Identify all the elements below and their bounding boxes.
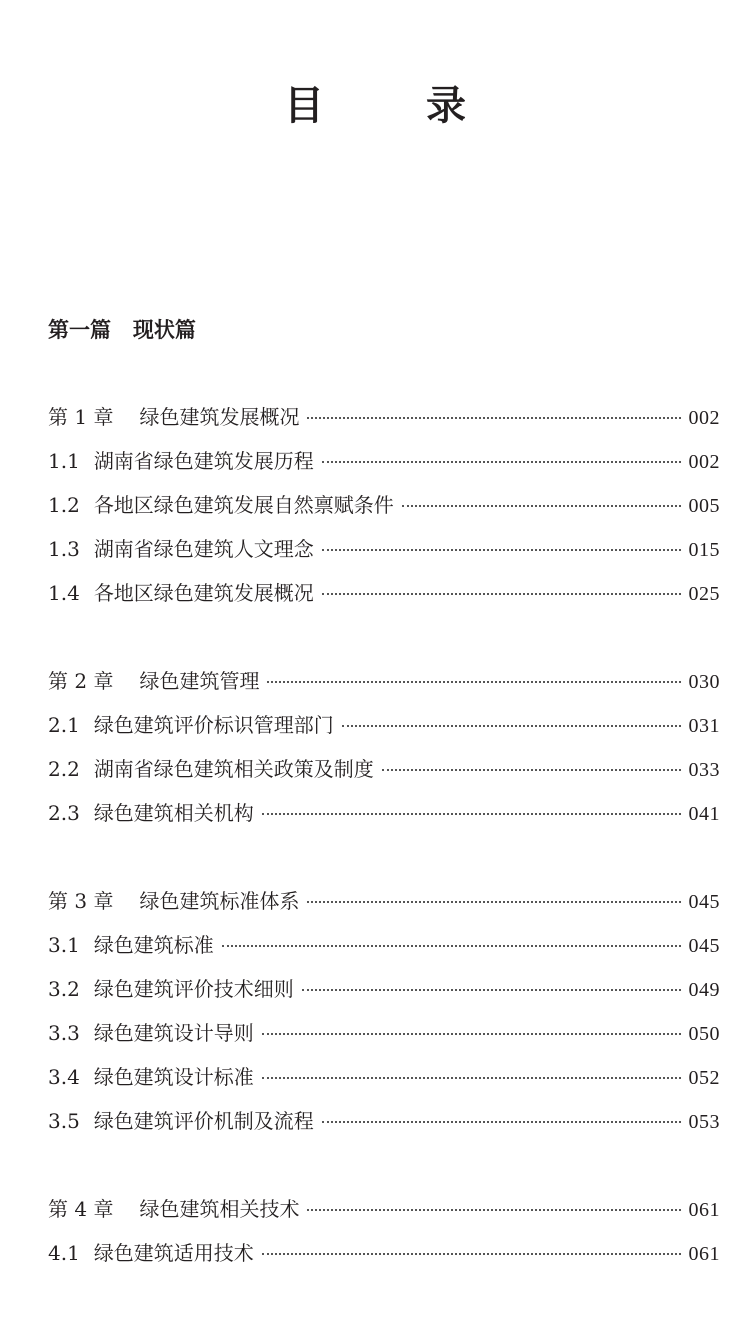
toc-dot-leader [322,593,681,595]
toc-entry-title: 绿色建筑相关机构 [93,801,254,825]
toc-entry-number: 3.2 [48,977,80,1001]
toc-dot-leader [382,769,681,771]
toc-entry-page-number: 002 [688,451,720,473]
toc-dot-leader [307,1209,680,1211]
toc-dot-leader [342,725,681,727]
toc-entry-title: 绿色建筑标准体系 [139,889,300,913]
toc-chapter-entry[interactable] [48,1192,720,1236]
toc-dot-leader [262,813,681,815]
toc-entry-page-number: 025 [688,583,720,605]
toc-entry-page-number: 050 [688,1023,720,1045]
toc-entry-page-number: 041 [688,803,720,825]
toc-entry-number: 1.3 [48,537,80,561]
table-of-contents [48,400,720,1324]
toc-group [48,1192,720,1280]
toc-entry-number: 3.5 [48,1109,80,1133]
toc-entry-number: 3.3 [48,1021,80,1045]
toc-entry-page-number: 061 [688,1199,720,1221]
toc-dot-leader [262,1033,681,1035]
toc-section-entry[interactable] [48,796,720,840]
toc-entry-number: 1.1 [48,449,80,473]
toc-entry-number: 3.1 [48,933,80,957]
toc-entry-page-number: 045 [688,891,720,913]
toc-dot-leader [222,945,681,947]
toc-entry-title: 湖南省绿色建筑人文理念 [93,537,314,561]
toc-entry-page-number: 053 [688,1111,720,1133]
toc-entry-title: 绿色建筑设计标准 [93,1065,254,1089]
toc-entry-number: 2.3 [48,801,80,825]
toc-section-entry[interactable] [48,576,720,620]
toc-entry-title: 绿色建筑设计导则 [93,1021,254,1045]
toc-dot-leader [322,549,681,551]
toc-entry-page-number: 045 [688,935,720,957]
toc-dot-leader [322,1121,681,1123]
toc-section-entry[interactable] [48,752,720,796]
toc-group [48,884,720,1148]
toc-dot-leader [267,681,680,683]
toc-entry-page-number: 015 [688,539,720,561]
toc-entry-title: 绿色建筑评价标识管理部门 [93,713,334,737]
toc-entry-title: 各地区绿色建筑发展自然禀赋条件 [93,493,394,517]
toc-dot-leader [262,1077,681,1079]
toc-dot-leader [302,989,681,991]
toc-entry-title: 绿色建筑相关技术 [139,1197,300,1221]
toc-entry-number: 2.2 [48,757,80,781]
toc-section-entry[interactable] [48,708,720,752]
toc-dot-leader [322,461,681,463]
toc-entry-title: 绿色建筑适用技术 [93,1241,254,1265]
toc-entry-title: 各地区绿色建筑发展概况 [93,581,314,605]
toc-entry-number: 第 2 章 [48,669,114,693]
toc-entry-number: 第 4 章 [48,1197,114,1221]
toc-section-entry[interactable] [48,444,720,488]
toc-entry-page-number: 033 [688,759,720,781]
toc-entry-page-number: 049 [688,979,720,1001]
toc-section-entry[interactable] [48,1060,720,1104]
toc-entry-page-number: 005 [688,495,720,517]
toc-entry-page-number: 030 [688,671,720,693]
toc-entry-title: 绿色建筑发展概况 [139,405,300,429]
toc-entry-number: 3.4 [48,1065,80,1089]
toc-chapter-entry[interactable] [48,664,720,708]
toc-chapter-entry[interactable] [48,400,720,444]
toc-entry-title: 湖南省绿色建筑发展历程 [93,449,314,473]
toc-entry-number: 4.1 [48,1241,80,1265]
toc-entry-number: 第 1 章 [48,405,114,429]
toc-entry-title: 湖南省绿色建筑相关政策及制度 [93,757,374,781]
toc-section-entry[interactable] [48,488,720,532]
toc-section-entry[interactable] [48,972,720,1016]
toc-section-entry[interactable] [48,1016,720,1060]
toc-entry-number: 1.2 [48,493,80,517]
toc-section-entry[interactable] [48,1236,720,1280]
toc-group [48,664,720,840]
page-title: 目 录 [284,83,510,129]
toc-entry-title: 绿色建筑评价机制及流程 [93,1109,314,1133]
toc-entry-number: 2.1 [48,713,80,737]
toc-entry-title: 绿色建筑评价技术细则 [93,977,294,1001]
toc-entry-number: 1.4 [48,581,80,605]
toc-entry-page-number: 031 [688,715,720,737]
toc-group [48,400,720,620]
toc-entry-number: 第 3 章 [48,889,114,913]
toc-chapter-entry[interactable] [48,884,720,928]
toc-dot-leader [262,1253,681,1255]
toc-entry-page-number: 052 [688,1067,720,1089]
part-title: 第一篇 现状篇 [48,318,196,342]
toc-section-entry[interactable] [48,1104,720,1148]
toc-section-entry[interactable] [48,928,720,972]
toc-entry-page-number: 061 [688,1243,720,1265]
toc-entry-page-number: 002 [688,407,720,429]
toc-entry-title: 绿色建筑管理 [139,669,260,693]
toc-dot-leader [402,505,681,507]
toc-dot-leader [307,901,680,903]
toc-section-entry[interactable] [48,532,720,576]
toc-dot-leader [307,417,680,419]
toc-entry-title: 绿色建筑标准 [93,933,214,957]
